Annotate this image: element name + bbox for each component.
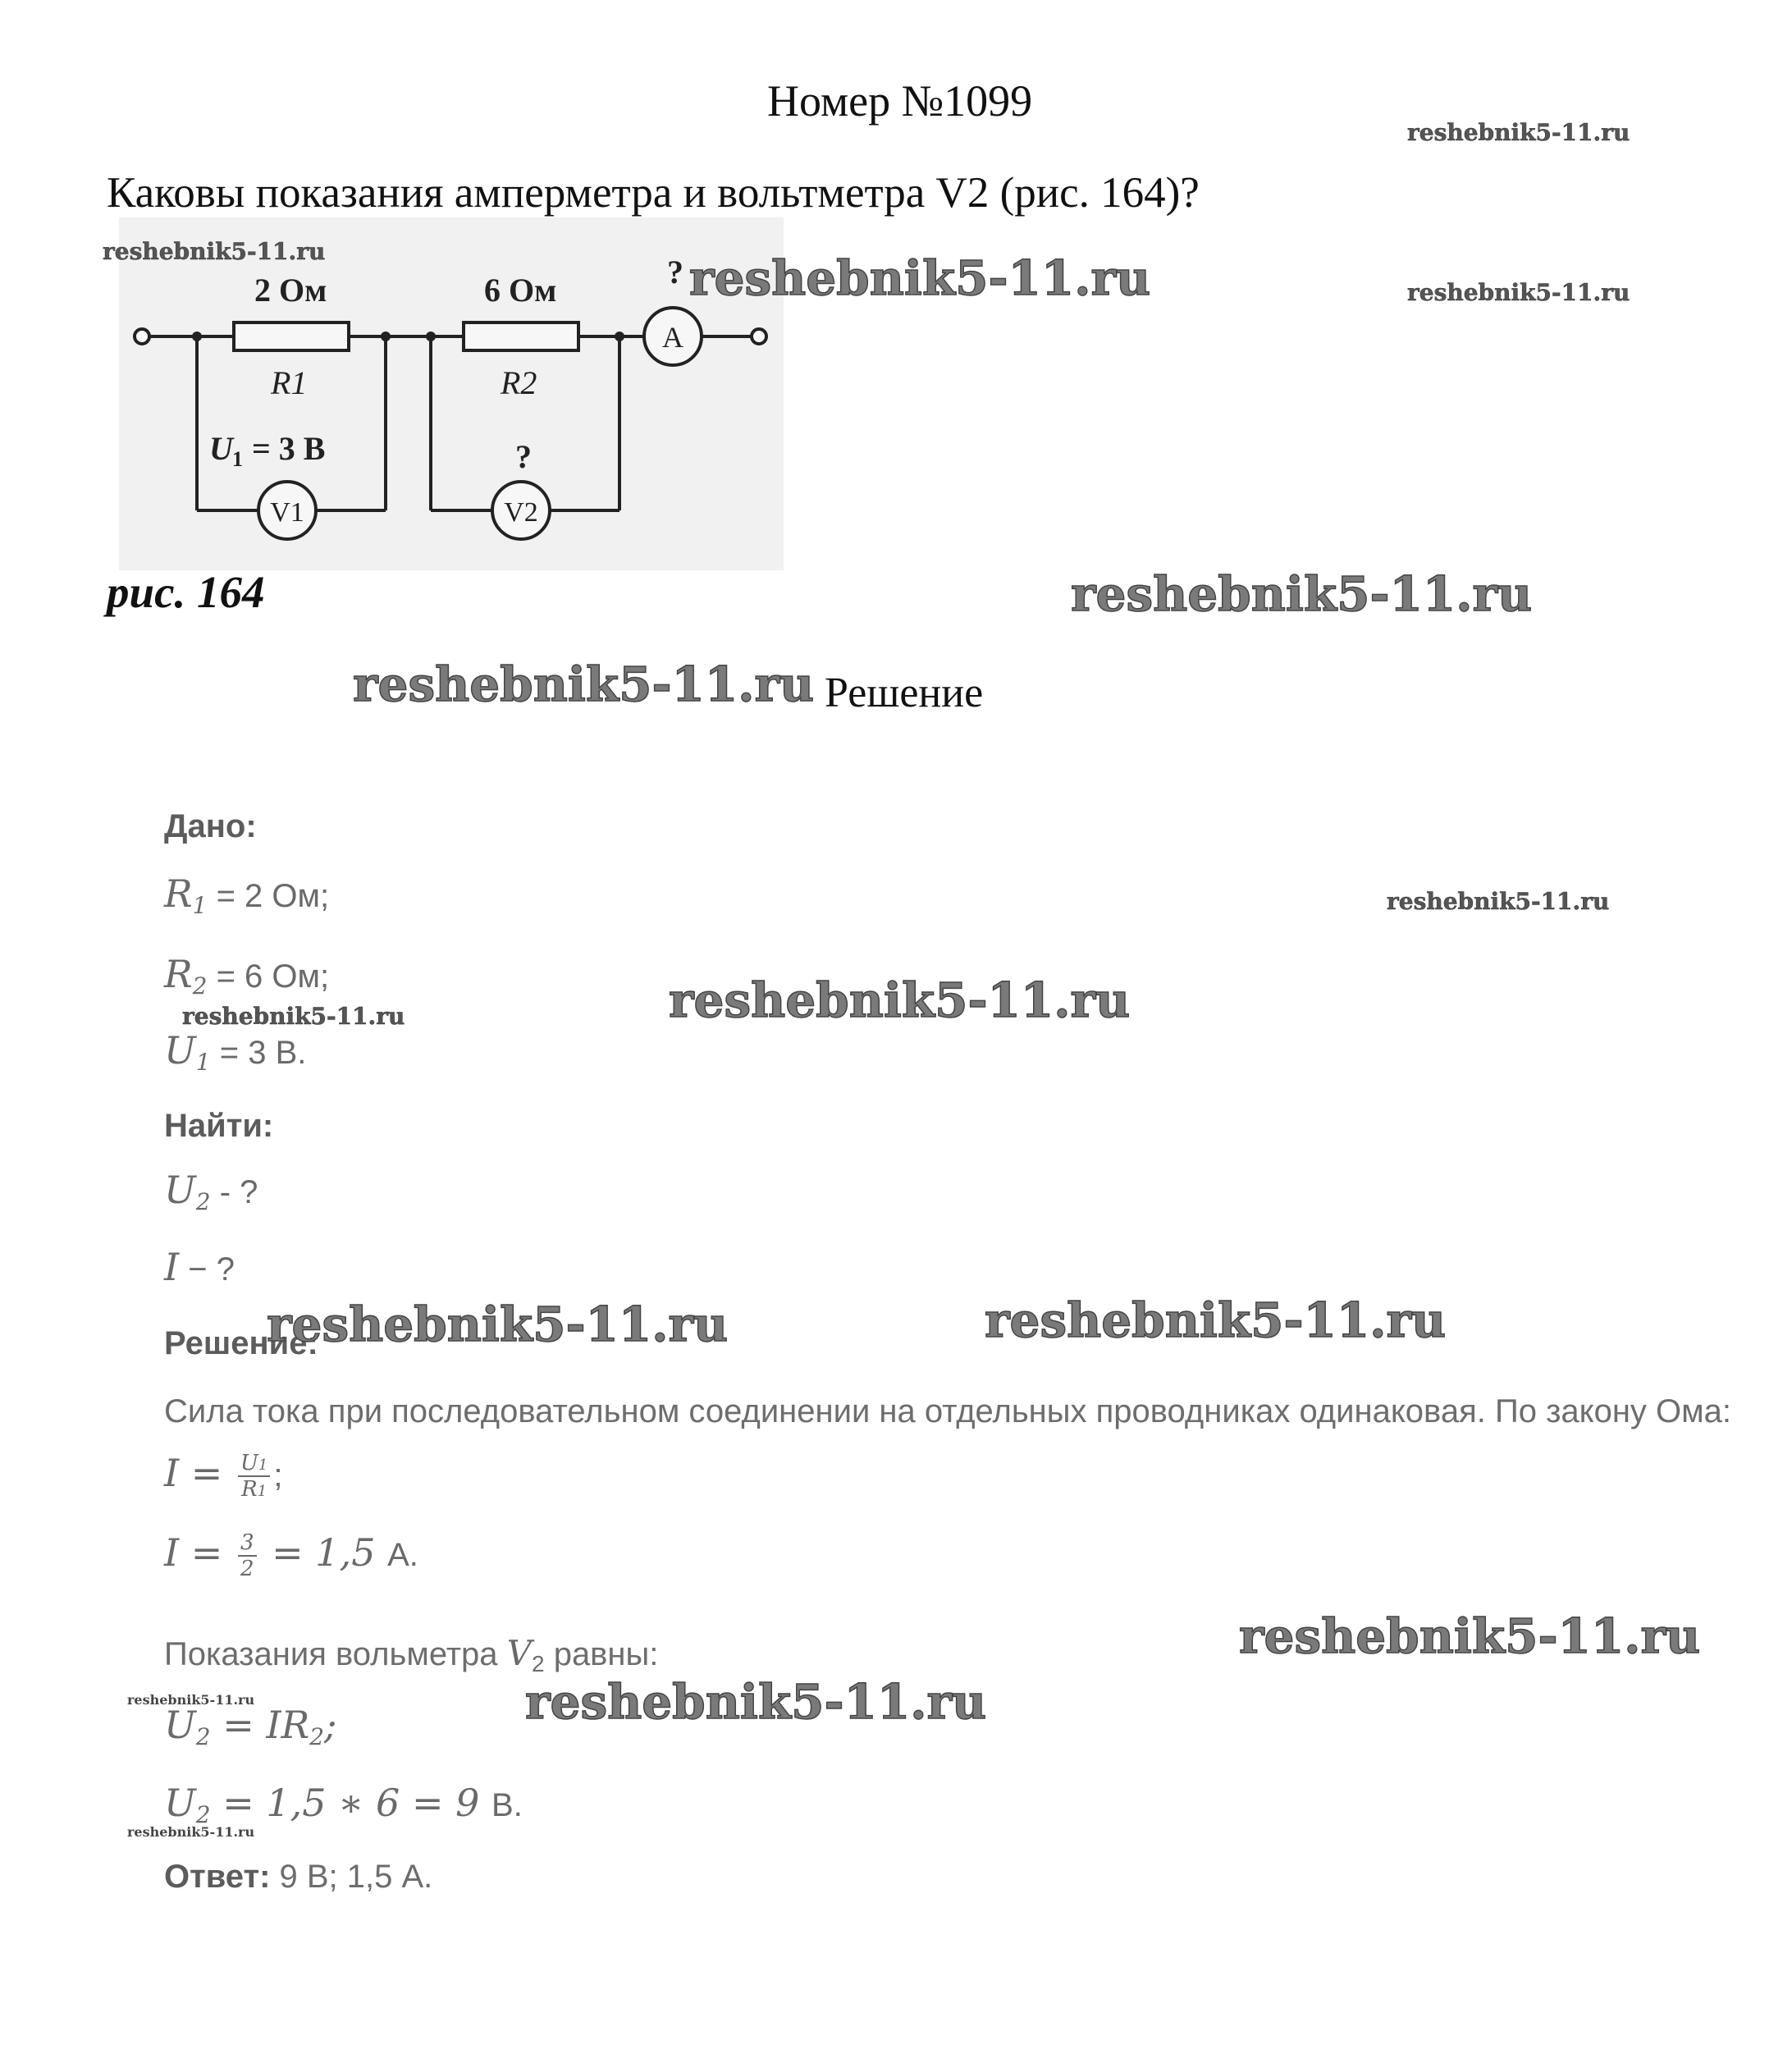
watermark: reshebnik5-11.ru (1407, 119, 1630, 146)
watermark: reshebnik5-11.ru (1239, 1608, 1701, 1664)
find-u2: $U_2$ - ? (164, 1168, 258, 1215)
r1-value: 2 Ом (254, 272, 327, 309)
watermark: reshebnik5-11.ru (525, 1674, 987, 1730)
equation-1: I = $\frac{U1}{R1}$ ; (164, 1451, 283, 1502)
page-title: Номер №1099 (767, 76, 1033, 126)
find-label: Найти: (164, 1108, 274, 1144)
watermark: reshebnik5-11.ru (267, 1297, 729, 1352)
watermark: reshebnik5-11.ru (353, 656, 815, 712)
fraction-3-2: $\frac{3}{2}$ (238, 1530, 257, 1581)
r2-label: R2 (501, 364, 537, 401)
watermark: reshebnik5-11.ru (127, 1824, 255, 1840)
watermark: reshebnik5-11.ru (127, 1692, 255, 1708)
watermark: reshebnik5-11.ru (1407, 279, 1630, 306)
watermark: reshebnik5-11.ru (689, 250, 1151, 306)
solution-text-1: Сила тока при последовательном соединении на отдельных проводниках одинаковая. По закону Ома: (164, 1393, 1732, 1429)
ammeter-symbol: A (662, 321, 683, 354)
resistor-r1 (234, 322, 349, 350)
fraction-u1-r1: $\frac{U1}{R1}$ (238, 1451, 270, 1502)
given-label: Дано: (164, 808, 257, 844)
resistor-r2 (464, 322, 578, 350)
v2-symbol: V2 (504, 497, 538, 528)
terminal-right (752, 329, 766, 344)
solution-text-2: Показания вольметра $V_2$ равны: (164, 1633, 659, 1676)
solution-label: Решение: (164, 1325, 318, 1361)
watermark: reshebnik5-11.ru (1071, 566, 1533, 622)
given-r1: $R_1 = 2$ Ом; (164, 871, 330, 919)
watermark: reshebnik5-11.ru (182, 1003, 405, 1030)
r2-value: 6 Ом (484, 272, 557, 309)
figure-caption: рис. 164 (107, 567, 265, 617)
find-i: I − ? (164, 1245, 235, 1289)
answer-line: Ответ: 9 В; 1,5 А. (164, 1859, 433, 1895)
watermark: reshebnik5-11.ru (669, 972, 1131, 1028)
figure-background (119, 217, 784, 570)
equation-2: I = $\frac{3}{2}$ = 1,5 А. (164, 1530, 418, 1581)
given-r2: $R_2 = 6$ Ом; (164, 952, 330, 999)
v2-question-mark: ? (515, 438, 532, 475)
solution-heading: Решение (825, 670, 984, 716)
watermark: reshebnik5-11.ru (103, 238, 326, 265)
given-u1: $U_1 = 3$ В. (164, 1028, 307, 1076)
equation-4: $U_2 = 1,5$ ∗ 6 = 9 В. (164, 1781, 523, 1828)
u1-label-var: U (209, 430, 233, 467)
circuit-diagram (119, 217, 784, 570)
equation-3: $U_2 = IR_2$; (164, 1703, 337, 1750)
watermark: reshebnik5-11.ru (985, 1292, 1447, 1348)
u1-label-value: = 3 В (252, 430, 326, 467)
watermark: reshebnik5-11.ru (1387, 888, 1610, 915)
ammeter-question-mark: ? (667, 254, 683, 290)
terminal-left (135, 329, 149, 344)
r1-label: R1 (271, 364, 308, 401)
v1-symbol: V1 (270, 497, 304, 528)
u1-label-sub: 1 (232, 447, 243, 471)
question-text: Каковы показания амперметра и вольтметра V2 (рис. 164)? (107, 169, 1200, 217)
